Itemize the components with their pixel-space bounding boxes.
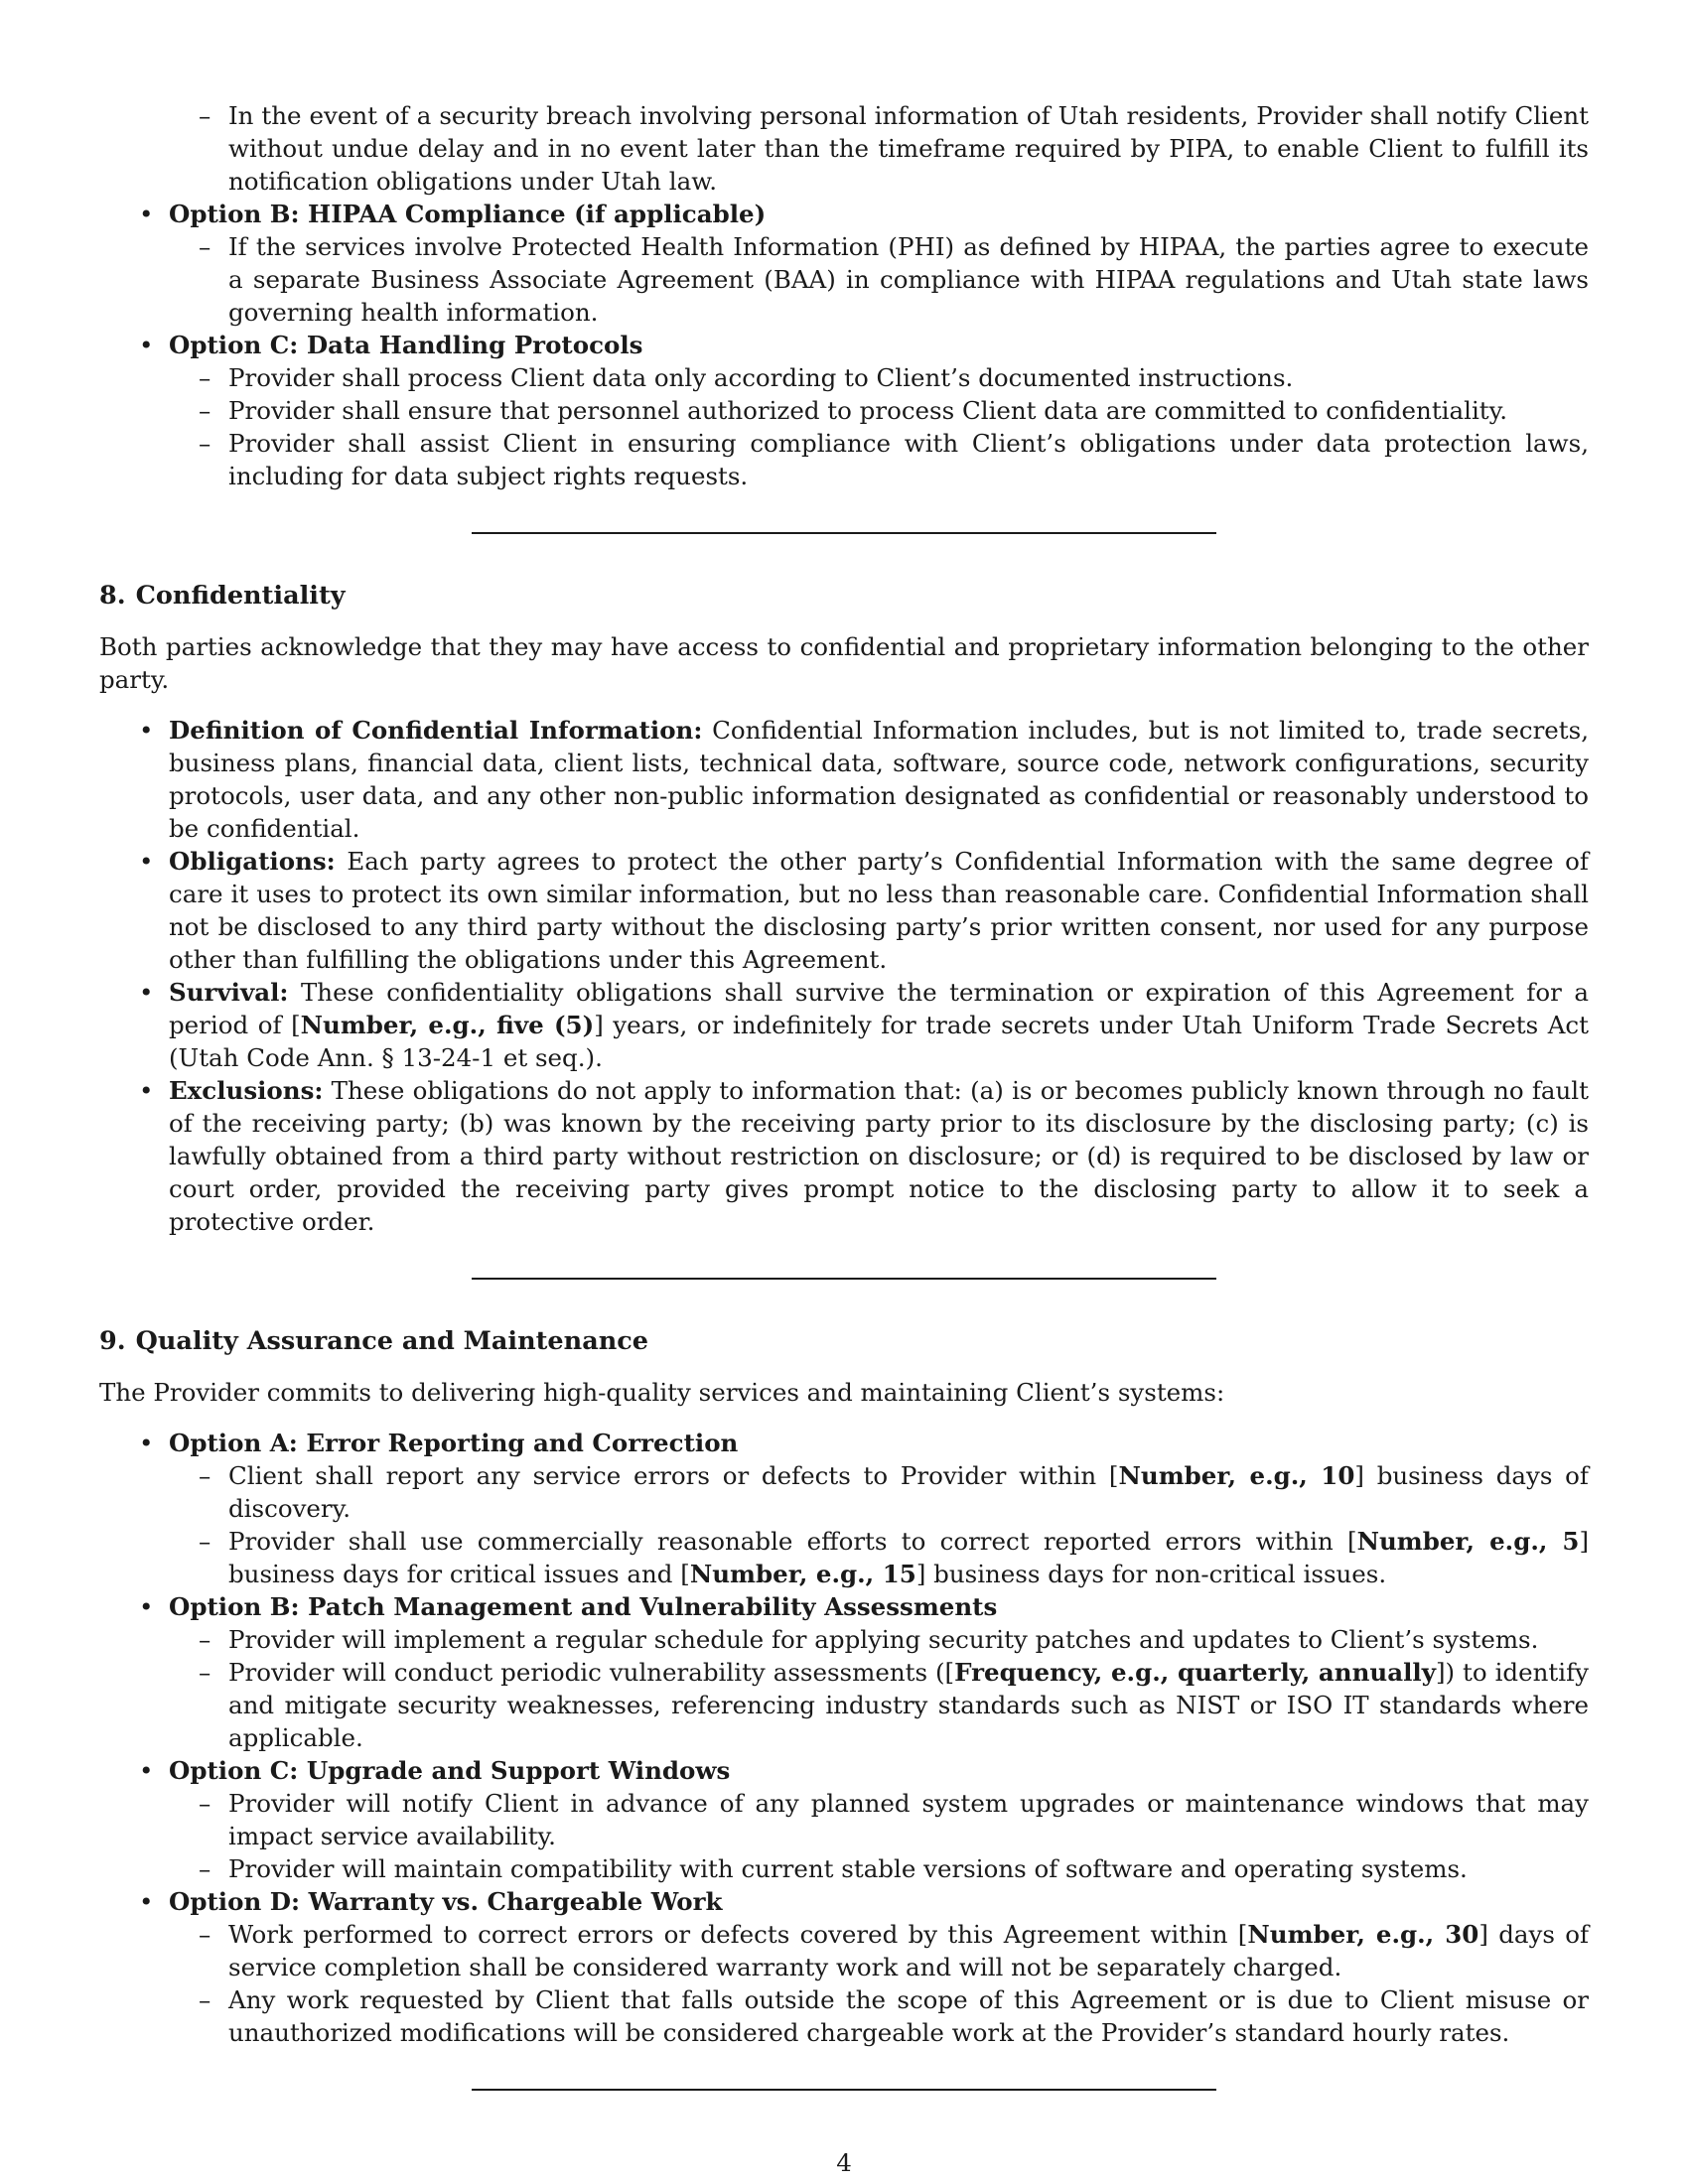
option-a-items: [99, 1459, 1589, 1590]
item-text: Provider will maintain compatibility with current stable versions of software and operating systems.: [228, 1854, 1468, 1883]
item-text: Any work requested by Client that falls outside the scope of this Agreement or is due to Client misuse or unauthorized modifications will be considered chargeable work at the Provider’s standard hourly rates.: [228, 1985, 1589, 2047]
list-item: [169, 1918, 1589, 1983]
option-title: Option B: Patch Management and Vulnerability Assessments: [169, 1592, 998, 1621]
option-b-items: [99, 230, 1589, 329]
list-item-text: Provider shall process Client data only according to Client’s documented instructions.: [228, 363, 1294, 392]
list-item: [169, 427, 1589, 492]
list-item-text: Provider shall ensure that personnel authorized to process Client data are committed to confidentiality.: [228, 396, 1507, 425]
placeholder-value: Number, e.g., 30: [1247, 1920, 1479, 1949]
item-text: ] business days of discovery.: [228, 1461, 1589, 1523]
option-title: Option B: HIPAA Compliance (if applicable): [169, 200, 767, 228]
section-intro: Both parties acknowledge that they may have access to confidential and proprietary information belonging to the other party.: [99, 632, 1589, 694]
section-divider: [472, 2089, 1216, 2091]
page-content: [99, 99, 1589, 2091]
item-label: Definition of Confidential Information:: [169, 716, 703, 745]
section-divider: [472, 1278, 1216, 1280]
item-text: Client shall report any service errors or defects to Provider within [: [228, 1461, 1119, 1490]
list-item: [169, 1787, 1589, 1852]
placeholder-value: Number, e.g., five (5): [300, 1011, 595, 1039]
section-number: 8.: [99, 581, 126, 611]
list-item: [169, 1623, 1589, 1656]
list-item: [169, 1525, 1589, 1590]
item-text: Provider will implement a regular schedule for applying security patches and updates to Client’s systems.: [228, 1625, 1539, 1654]
section7-options: [99, 198, 1589, 492]
placeholder-value: Number, e.g., 5: [1356, 1527, 1580, 1556]
option-b: [99, 1590, 1589, 1754]
page-number: 4: [836, 2148, 852, 2177]
list-item-text: Provider shall assist Client in ensuring compliance with Client’s obligations under data protection laws, including for data subject rights requests.: [228, 429, 1589, 490]
section-heading: [99, 580, 1589, 613]
option-title: Option C: Upgrade and Support Windows: [169, 1756, 731, 1785]
option-title: Option A: Error Reporting and Correction: [169, 1429, 739, 1457]
item-text: Provider will notify Client in advance of any planned system upgrades or maintenance windows that may impact service availability.: [228, 1789, 1589, 1850]
section9-options: [99, 1427, 1589, 2049]
list-item: [169, 1656, 1589, 1754]
item-label: Survival:: [169, 978, 289, 1007]
placeholder-value: Number, e.g., 15: [689, 1560, 916, 1588]
option-d: [99, 1885, 1589, 2049]
item-text: ] business days for critical issues and [: [228, 1527, 1589, 1588]
item-label: Exclusions:: [169, 1076, 324, 1105]
list-item: [169, 230, 1589, 329]
option-c-items: [99, 361, 1589, 492]
item-text: Provider will conduct periodic vulnerability assessments ([: [228, 1658, 955, 1687]
placeholder-value: Frequency, e.g., quarterly, annually: [954, 1658, 1436, 1687]
list-item: [169, 99, 1589, 198]
section-heading: [99, 1325, 1589, 1358]
list-item: [99, 714, 1589, 845]
list-item-text: If the services involve Protected Health Information (PHI) as defined by HIPAA, the parties agree to execute a separate Business Associate Agreement (BAA) in compliance with HIPAA regulations and Utah state laws governing health information.: [228, 232, 1589, 327]
list-item: [99, 845, 1589, 976]
option-c-items: [99, 1787, 1589, 1885]
section7-optA-list: [169, 99, 1589, 198]
section-divider: [472, 532, 1216, 534]
list-item: [169, 1983, 1589, 2049]
option-a: [99, 1427, 1589, 1590]
item-text: ]) to identify and mitigate security weaknesses, referencing industry standards such as NIST or ISO IT standards where applicable.: [228, 1658, 1589, 1752]
item-label: Obligations:: [169, 847, 336, 876]
option-d-items: [99, 1918, 1589, 2049]
section8-items: [99, 714, 1589, 1238]
list-item: [169, 394, 1589, 427]
option-title: Option D: Warranty vs. Chargeable Work: [169, 1887, 723, 1916]
option-b: [99, 198, 1589, 329]
item-text: ] business days for non-critical issues.: [915, 1560, 1387, 1588]
section-number: 9.: [99, 1326, 126, 1356]
item-text: ] years, or indefinitely for trade secrets under Utah Uniform Trade Secrets Act (Utah Code Ann. § 13-24-1 et seq.).: [169, 1011, 1589, 1072]
section-title: Quality Assurance and Maintenance: [135, 1326, 649, 1356]
item-text: These obligations do not apply to information that: (a) is or becomes publicly known through no fault of the receiving party; (b) was known by the receiving party prior to its disclosure by the disclosing party; (c) is lawfully obtained from a third party without restriction on disclosure; or (d) is required to be disclosed by law or court order, provided the receiving party gives prompt notice to the disclosing party to allow it to seek a protective order.: [169, 1076, 1589, 1236]
section-intro: The Provider commits to delivering high-quality services and maintaining Client’s systems:: [99, 1378, 1225, 1407]
list-item: [99, 1074, 1589, 1238]
item-text: Each party agrees to protect the other party’s Confidential Information with the same degree of care it uses to protect its own similar information, but no less than reasonable care. Confidential Information shall not be disclosed to any third party without the disclosing party’s prior written consent, nor used for any purpose other than fulfilling the obligations under this Agreement.: [169, 847, 1589, 974]
list-item: [169, 361, 1589, 394]
option-c: [99, 329, 1589, 492]
option-title: Option C: Data Handling Protocols: [169, 331, 643, 359]
placeholder-value: Number, e.g., 10: [1118, 1461, 1355, 1490]
item-text: ] days of service completion shall be considered warranty work and will not be separately charged.: [228, 1920, 1590, 1981]
list-item-text: In the event of a security breach involving personal information of Utah residents, Provider shall notify Client without undue delay and in no event later than the timeframe required by PIPA, to enable Client to fulfill its notification obligations under Utah law.: [228, 101, 1589, 196]
item-text: These confidentiality obligations shall survive the termination or expiration of this Agreement for a period of [: [169, 978, 1589, 1039]
section-title: Confidentiality: [135, 581, 346, 611]
list-item: [169, 1459, 1589, 1525]
list-item: [169, 1852, 1589, 1885]
option-c: [99, 1754, 1589, 1885]
item-text: Provider shall use commercially reasonable efforts to correct reported errors within [: [228, 1527, 1357, 1556]
item-text: Work performed to correct errors or defects covered by this Agreement within [: [228, 1920, 1248, 1949]
item-text: Confidential Information includes, but is not limited to, trade secrets, business plans, financial data, client lists, technical data, software, source code, network configurations, security protocols, user data, and any other non-public information designated as confidential or reasonably understood to be confidential.: [169, 716, 1589, 843]
list-item: [99, 976, 1589, 1074]
option-b-items: [99, 1623, 1589, 1754]
